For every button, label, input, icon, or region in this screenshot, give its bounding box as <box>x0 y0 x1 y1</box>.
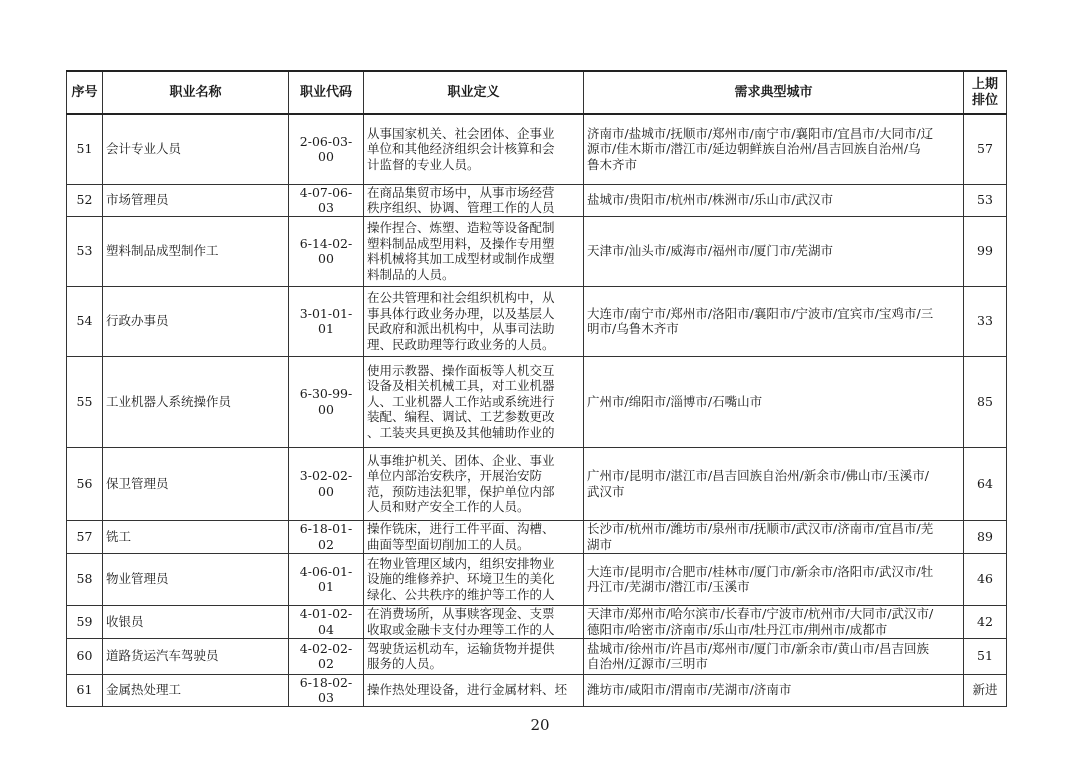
table-row <box>67 553 1007 605</box>
cell-definition <box>364 674 584 706</box>
definition-line: 计监督的专业人员。 <box>367 157 480 173</box>
cell-prev-rank: 33 <box>964 286 1007 356</box>
definition-line: 操作铣床，进行工件平面、沟槽、 <box>367 521 555 537</box>
cities-line: 天津市/汕头市/威海市/福州市/厦门市/芜湖市 <box>587 243 834 259</box>
definition-line: 设施的维修养护、环境卫生的美化 <box>367 571 555 587</box>
cell-cities <box>584 674 964 706</box>
table-row <box>67 356 1007 447</box>
table-row <box>67 674 1007 706</box>
definition-line: 绿化、公共秩序的维护等工作的人 <box>367 586 555 602</box>
cell-seq: 57 <box>67 520 103 553</box>
definition-line: 事具体行政业务办理，以及基层人 <box>367 305 555 321</box>
definition-line: 料制品的人员。 <box>367 266 455 282</box>
cell-prev-rank: 新进 <box>964 674 1007 706</box>
cell-definition <box>364 114 584 184</box>
cities-line: 大连市/南宁市/郑州市/洛阳市/襄阳市/宁波市/宜宾市/宝鸡市/三 <box>587 305 934 321</box>
cell-definition <box>364 356 584 447</box>
table-header-row <box>67 71 1007 114</box>
cell-code: 6-18-02-03 <box>289 674 364 706</box>
cell-definition <box>364 605 584 638</box>
definition-line: 在物业管理区域内，组织安排物业 <box>367 555 555 571</box>
cities-line: 盐城市/贵阳市/杭州市/株洲市/乐山市/武汉市 <box>587 192 834 208</box>
definition-line: 设备及相关机械工具，对工业机器 <box>367 378 555 394</box>
definition-line: 驾驶货运机动车，运输货物并提供 <box>367 640 555 656</box>
cities-line: 德阳市/哈密市/济南市/乐山市/牡丹江市/荆州市/成都市 <box>587 621 888 637</box>
table-row <box>67 184 1007 216</box>
table-row <box>67 605 1007 638</box>
header-definition: 职业定义 <box>364 71 584 114</box>
definition-line: 单位内部治安秩序，开展治安防 <box>367 468 543 484</box>
cities-line: 丹江市/芜湖市/潜江市/玉溪市 <box>587 579 750 595</box>
cities-line: 广州市/绵阳市/淄博市/石嘴山市 <box>587 393 763 409</box>
header-prev-rank <box>964 71 1007 114</box>
table-row <box>67 638 1007 674</box>
cell-cities <box>584 356 964 447</box>
cell-definition <box>364 638 584 674</box>
header-prev-rank-line1: 上期 <box>971 76 998 92</box>
cell-code: 6-14-02-00 <box>289 216 364 286</box>
cell-definition <box>364 216 584 286</box>
cell-prev-rank: 42 <box>964 605 1007 638</box>
definition-line: 曲面等型面切削加工的人员。 <box>367 536 530 552</box>
cell-cities <box>584 605 964 638</box>
definition-line: 范，预防违法犯罪，保护单位内部 <box>367 483 555 499</box>
definition-line: 从事维护机关、团体、企业、事业 <box>367 452 555 468</box>
cell-code: 4-06-01-01 <box>289 553 364 605</box>
cell-name: 行政办事员 <box>103 286 289 356</box>
cell-name: 物业管理员 <box>103 553 289 605</box>
definition-line: 、工装夹具更换及其他辅助作业的 <box>367 425 555 441</box>
cell-code: 2-06-03-00 <box>289 114 364 184</box>
cell-cities <box>584 114 964 184</box>
cell-seq: 60 <box>67 638 103 674</box>
definition-line: 在消费场所，从事赎客现金、支票 <box>367 606 555 622</box>
cell-name: 金属热处理工 <box>103 674 289 706</box>
cities-line: 济南市/盐城市/抚顺市/郑州市/南宁市/襄阳市/宜昌市/大同市/辽 <box>587 125 934 141</box>
cell-definition <box>364 286 584 356</box>
definition-line: 使用示教器、操作面板等人机交互 <box>367 362 555 378</box>
cell-cities <box>584 184 964 216</box>
cities-line: 大连市/昆明市/合肥市/桂林市/厦门市/新余市/洛阳市/武汉市/牡 <box>587 563 934 579</box>
cities-line: 自治州/辽源市/三明市 <box>587 656 708 672</box>
cell-code: 3-01-01-01 <box>289 286 364 356</box>
cell-seq: 56 <box>67 447 103 520</box>
definition-line: 人员和财产安全工作的人员。 <box>367 499 530 515</box>
cell-prev-rank: 85 <box>964 356 1007 447</box>
definition-line: 民政府和派出机构中，从事司法助 <box>367 321 555 337</box>
cities-line: 鲁木齐市 <box>587 157 638 173</box>
definition-line: 操作热处理设备，进行金属材料、坯 <box>367 682 568 698</box>
cell-code: 4-07-06-03 <box>289 184 364 216</box>
cities-line: 湖市 <box>587 536 613 552</box>
cell-prev-rank: 46 <box>964 553 1007 605</box>
header-code: 职业代码 <box>289 71 364 114</box>
cell-seq: 52 <box>67 184 103 216</box>
definition-line: 人、工业机器人工作站或系统进行 <box>367 393 555 409</box>
cell-code: 4-02-02-02 <box>289 638 364 674</box>
cell-cities <box>584 447 964 520</box>
header-name: 职业名称 <box>103 71 289 114</box>
cell-code: 4-01-02-04 <box>289 605 364 638</box>
cell-prev-rank: 57 <box>964 114 1007 184</box>
cell-name: 道路货运汽车驾驶员 <box>103 638 289 674</box>
cell-name: 铣工 <box>103 520 289 553</box>
table-body <box>67 114 1007 706</box>
definition-line: 在公共管理和社会组织机构中，从 <box>367 290 555 305</box>
header-seq: 序号 <box>67 71 103 114</box>
cities-line: 长沙市/杭州市/潍坊市/泉州市/抚顺市/武汉市/济南市/宜昌市/芜 <box>587 521 934 537</box>
cell-cities <box>584 520 964 553</box>
definition-line: 从事国家机关、社会团体、企事业 <box>367 125 555 141</box>
cell-name: 塑料制品成型制作工 <box>103 216 289 286</box>
cell-name: 工业机器人系统操作员 <box>103 356 289 447</box>
table-row <box>67 520 1007 553</box>
cell-name: 收银员 <box>103 605 289 638</box>
cell-cities <box>584 638 964 674</box>
cell-prev-rank: 99 <box>964 216 1007 286</box>
cell-name: 保卫管理员 <box>103 447 289 520</box>
cell-code: 6-18-01-02 <box>289 520 364 553</box>
definition-line: 收取或金融卡支付办理等工作的人 <box>367 621 555 637</box>
table-row <box>67 114 1007 184</box>
cell-cities <box>584 216 964 286</box>
cell-code: 3-02-02-00 <box>289 447 364 520</box>
definition-line: 装配、编程、调试、工艺参数更改 <box>367 409 555 425</box>
cell-name: 会计专业人员 <box>103 114 289 184</box>
header-cities: 需求典型城市 <box>584 71 964 114</box>
cities-line: 明市/乌鲁木齐市 <box>587 321 679 337</box>
cell-definition <box>364 520 584 553</box>
header-prev-rank-line2: 排位 <box>971 92 998 108</box>
cell-definition <box>364 447 584 520</box>
cell-seq: 59 <box>67 605 103 638</box>
definition-line: 服务的人员。 <box>367 656 443 672</box>
cell-definition <box>364 184 584 216</box>
cell-seq: 58 <box>67 553 103 605</box>
cities-line: 天津市/郑州市/哈尔滨市/长春市/宁波市/杭州市/大同市/武汉市/ <box>587 606 934 622</box>
cell-seq: 53 <box>67 216 103 286</box>
cell-cities <box>584 553 964 605</box>
definition-line: 料机械将其加工成型材或制作成塑 <box>367 251 555 267</box>
cell-seq: 54 <box>67 286 103 356</box>
cell-prev-rank: 89 <box>964 520 1007 553</box>
cities-line: 武汉市 <box>587 483 625 499</box>
definition-line: 秩序组织、协调、管理工作的人员 <box>367 200 555 216</box>
cell-seq: 51 <box>67 114 103 184</box>
cities-line: 源市/佳木斯市/潜江市/延边朝鲜族自治州/昌吉回族自治州/乌 <box>587 141 921 157</box>
occupation-table <box>66 70 1007 707</box>
cell-seq: 61 <box>67 674 103 706</box>
definition-line: 理、民政助理等行政业务的人员。 <box>367 336 555 352</box>
table-row <box>67 286 1007 356</box>
definition-line: 操作捏合、炼塑、造粒等设备配制 <box>367 220 555 235</box>
cell-name: 市场管理员 <box>103 184 289 216</box>
cell-prev-rank: 51 <box>964 638 1007 674</box>
cell-prev-rank: 64 <box>964 447 1007 520</box>
cell-prev-rank: 53 <box>964 184 1007 216</box>
definition-line: 塑料制品成型用料，及操作专用塑 <box>367 235 555 251</box>
cell-definition <box>364 553 584 605</box>
definition-line: 单位和其他经济组织会计核算和会 <box>367 141 555 157</box>
cell-cities <box>584 286 964 356</box>
table-row <box>67 447 1007 520</box>
cities-line: 广州市/昆明市/湛江市/昌吉回族自治州/新余市/佛山市/玉溪市/ <box>587 468 929 484</box>
definition-line: 在商品集贸市场中，从事市场经营 <box>367 184 555 200</box>
cities-line: 潍坊市/咸阳市/渭南市/芜湖市/济南市 <box>587 682 792 698</box>
cell-code: 6-30-99-00 <box>289 356 364 447</box>
cell-seq: 55 <box>67 356 103 447</box>
cities-line: 盐城市/徐州市/许昌市/郑州市/厦门市/新余市/黄山市/昌吉回族 <box>587 640 929 656</box>
page-number: 20 <box>530 716 550 734</box>
table-row <box>67 216 1007 286</box>
